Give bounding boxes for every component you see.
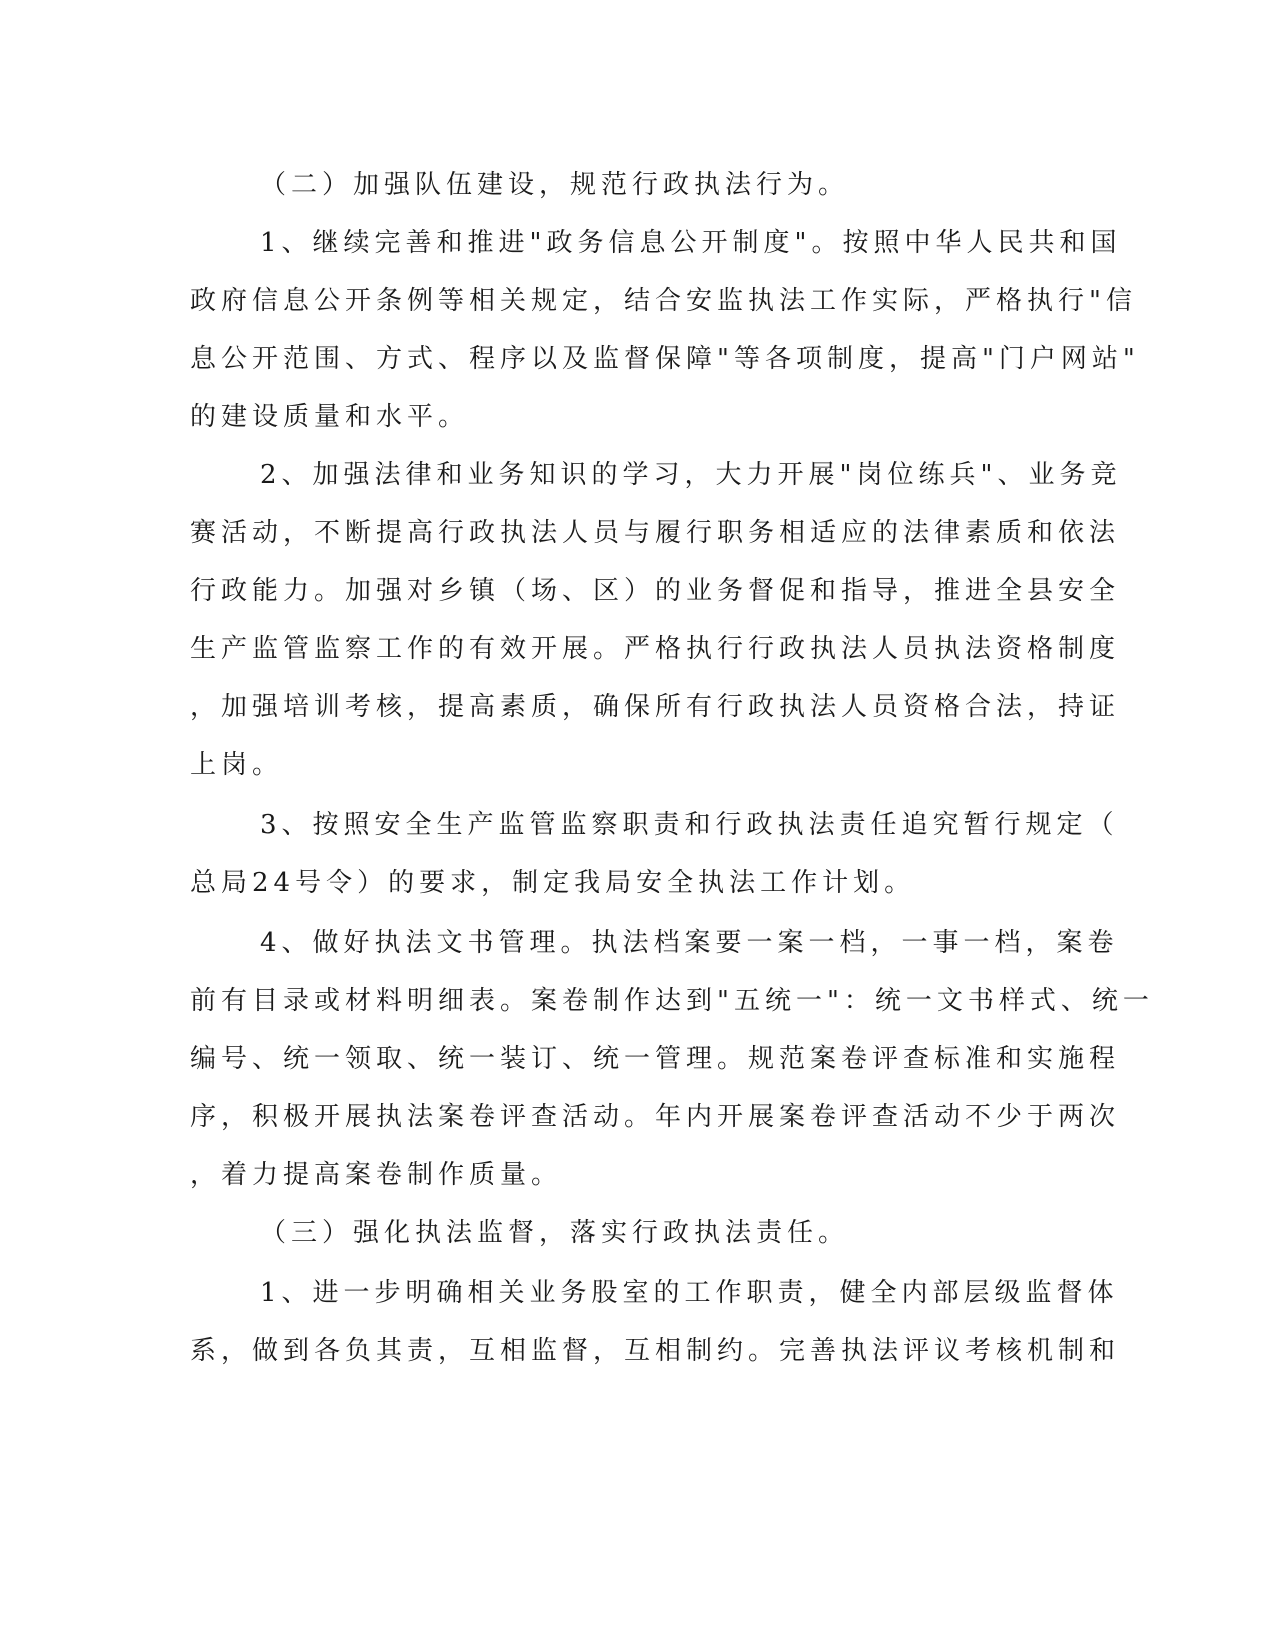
paragraph-line: 系，做到各负其责，互相监督，互相制约。完善执法评议考核机制和 <box>190 1336 1121 1366</box>
paragraph-line: ，着力提高案卷制作质量。 <box>190 1160 563 1190</box>
paragraph-line: 行政能力。加强对乡镇（场、区）的业务督促和指导，推进全县安全 <box>190 576 1121 606</box>
paragraph-line: 1、继续完善和推进"政务信息公开制度"。按照中华人民共和国 <box>260 228 1122 258</box>
paragraph-line: 1、进一步明确相关业务股室的工作职责，健全内部层级监督体 <box>260 1278 1119 1308</box>
paragraph-line: 赛活动，不断提高行政执法人员与履行职务相适应的法律素质和依法 <box>190 518 1121 548</box>
paragraph-line: ，加强培训考核，提高素质，确保所有行政执法人员资格合法，持证 <box>190 692 1121 722</box>
paragraph-line: 政府信息公开条例等相关规定，结合安监执法工作实际，严格执行"信 <box>190 286 1137 316</box>
paragraph-line: 前有目录或材料明细表。案卷制作达到"五统一"：统一文书样式、统一 <box>190 986 1154 1016</box>
paragraph-line: 的建设质量和水平。 <box>190 402 470 432</box>
paragraph-line: 上岗。 <box>190 750 284 780</box>
paragraph-line: 生产监管监察工作的有效开展。严格执行行政执法人员执法资格制度 <box>190 634 1121 664</box>
paragraph-line: 息公开范围、方式、程序以及监督保障"等各项制度，提高"门户网站" <box>190 344 1140 374</box>
paragraph-line: 编号、统一领取、统一装订、统一管理。规范案卷评查标准和实施程 <box>190 1044 1121 1074</box>
section-heading-3: （三）强化执法监督，落实行政执法责任。 <box>260 1218 850 1248</box>
paragraph-line: 总局24号令）的要求，制定我局安全执法工作计划。 <box>190 868 916 898</box>
paragraph-line: 2、加强法律和业务知识的学习，大力开展"岗位练兵"、业务竞 <box>260 460 1122 490</box>
paragraph-line: 3、按照安全生产监管监察职责和行政执法责任追究暂行规定（ <box>260 810 1119 840</box>
paragraph-line: 序，积极开展执法案卷评查活动。年内开展案卷评查活动不少于两次 <box>190 1102 1121 1132</box>
section-heading-2: （二）加强队伍建设，规范行政执法行为。 <box>260 170 850 200</box>
paragraph-line: 4、做好执法文书管理。执法档案要一案一档，一事一档，案卷 <box>260 928 1119 958</box>
